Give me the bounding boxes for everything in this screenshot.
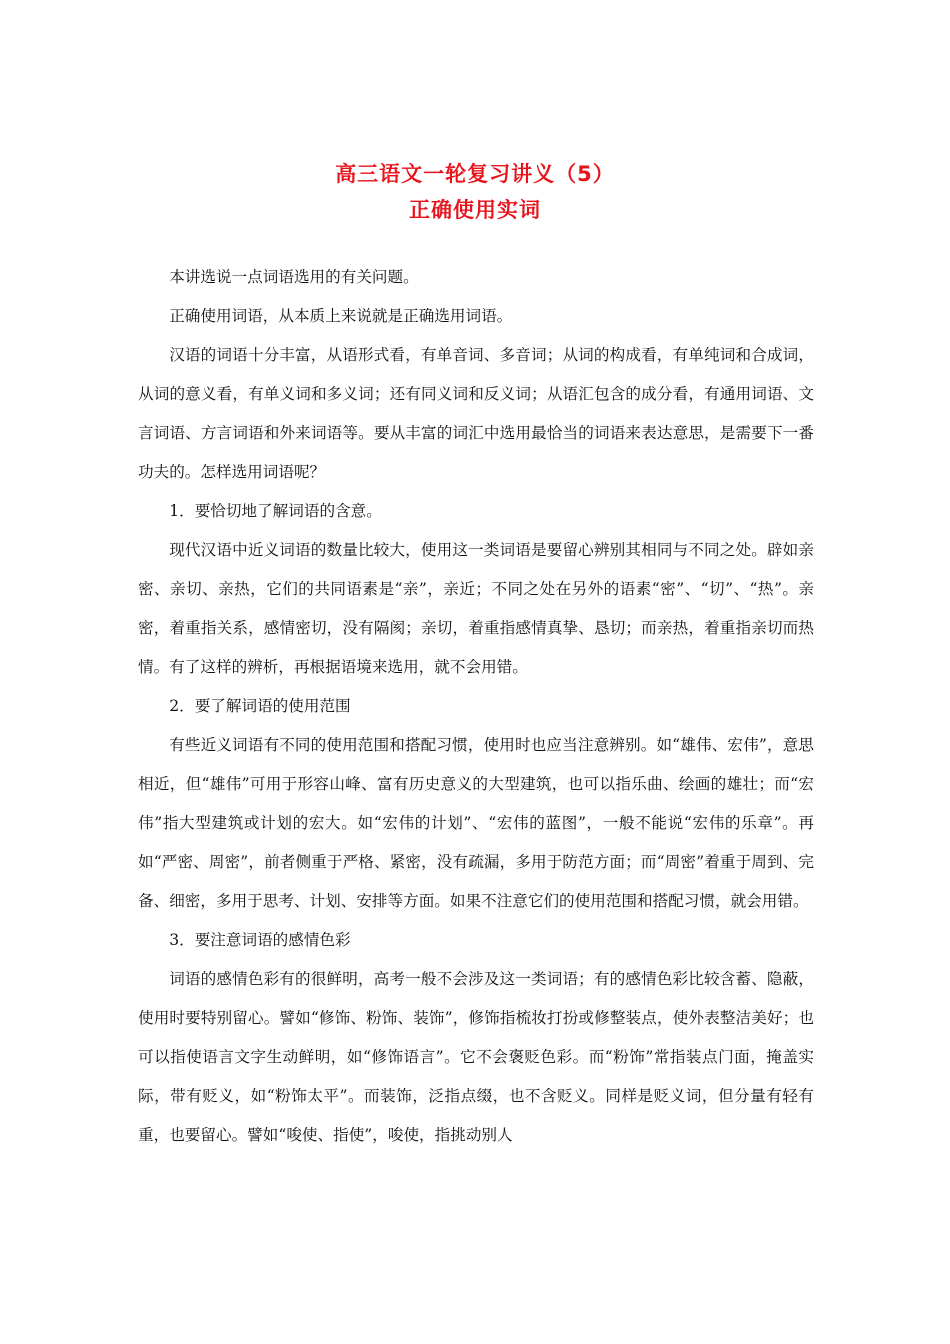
section-heading-3: 3．要注意词语的感情色彩: [169, 931, 351, 949]
paragraph-section-3: 词语的感情色彩有的很鲜明，高考一般不会涉及这一类词语；有的感情色彩比较含蓄、隐蔽，使用时要特别留心。譬如“修饰、粉饰、装饰”，修饰指梳妆打扮或修整装点，使外表整洁美好；也可以指使语言文字生动鲜明，如“修饰语言”。它不会褒贬色彩。而“粉饰”常指装点门面，掩盖实际，带有贬义，如“粉饰太平”。而装饰，泛指点缀，也不含贬义。同样是贬义词，但分量有轻有重，也要留心。譬如“唆使、指使”，唆使，指挑动别人: [138, 970, 814, 1144]
document-title: 高三语文一轮复习讲义（5）: [335, 162, 615, 186]
paragraph-overview: 汉语的词语十分丰富，从语形式看，有单音词、多音词；从词的构成看，有单纯词和合成词，从词的意义看，有单义词和多义词；还有同义词和反义词；从语汇包含的成分看，有通用词语、文言词语、方言词语和外来词语等。要从丰富的词汇中选用最恰当的词语来表达意思，是需要下一番功夫的。怎样选用词语呢？: [138, 346, 814, 481]
section-heading-2: 2．要了解词语的使用范围: [169, 697, 351, 715]
document-body: [138, 258, 814, 1155]
paragraph-intro: 本讲选说一点词语选用的有关问题。: [169, 268, 419, 286]
section-heading-1: 1．要恰切地了解词语的含意。: [169, 502, 382, 520]
paragraph-section-2: 有些近义词语有不同的使用范围和搭配习惯，使用时也应当注意辨别。如“雄伟、宏伟”，意思相近，但“雄伟”可用于形容山峰、富有历史意义的大型建筑，也可以指乐曲、绘画的雄壮；而“宏伟”指大型建筑或计划的宏大。如“宏伟的计划”、“宏伟的蓝图”，一般不能说“宏伟的乐章”。再如“严密、周密”，前者侧重于严格、紧密，没有疏漏，多用于防范方面；而“周密”着重于周到、完备、细密，多用于思考、计划、安排等方面。如果不注意它们的使用范围和搭配习惯，就会用错。: [138, 736, 814, 910]
title-block: [0, 156, 950, 228]
paragraph-definition: 正确使用词语，从本质上来说就是正确选用词语。: [169, 307, 513, 325]
paragraph-section-1: 现代汉语中近义词语的数量比较大，使用这一类词语是要留心辨别其相同与不同之处。辟如亲密、亲切、亲热，它们的共同语素是“亲”，亲近；不同之处在另外的语素“密”、“切”、“热”。亲密，着重指关系，感情密切，没有隔阂；亲切，着重指感情真挚、恳切；而亲热，着重指亲切而热情。有了这样的辨析，再根据语境来选用，就不会用错。: [138, 541, 814, 676]
document-subtitle: 正确使用实词: [409, 198, 541, 222]
